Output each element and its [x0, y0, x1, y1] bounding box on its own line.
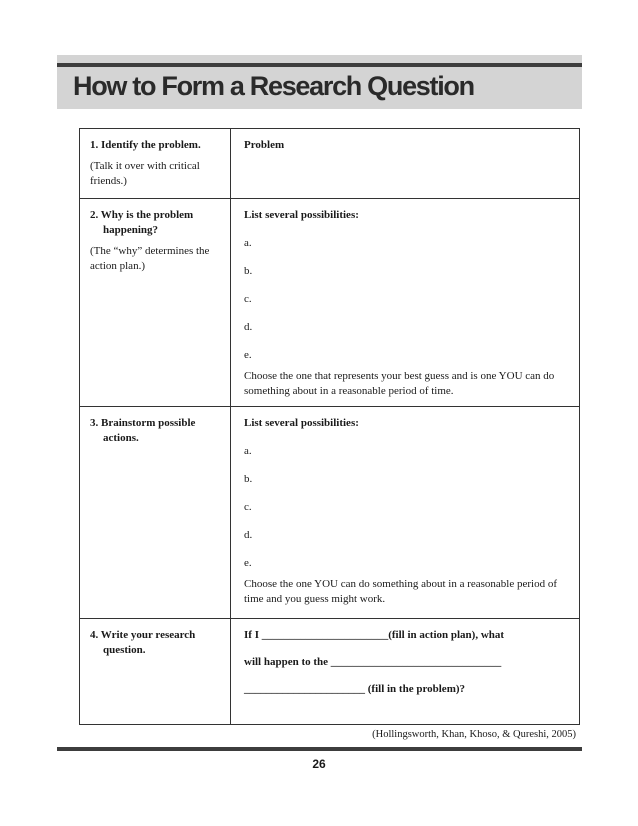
- list-item: a.: [244, 237, 252, 249]
- table-row-identify-problem: [80, 129, 579, 199]
- step-note: (The “why” determines the action plan.): [90, 245, 210, 272]
- step-cell: [80, 129, 231, 198]
- list-item: d.: [244, 529, 253, 541]
- step-heading-cont: question.: [103, 644, 146, 656]
- list-item: c.: [244, 293, 252, 305]
- table-row-brainstorm-actions: [80, 407, 579, 619]
- list-item: b.: [244, 473, 253, 485]
- response-heading: Problem: [244, 139, 285, 151]
- step-cell: [80, 199, 231, 406]
- response-cell: [231, 129, 579, 198]
- instruction-text: Choose the one YOU can do something about in a reasonable period of time and you guess might work.: [244, 578, 558, 605]
- instruction-text: Choose the one that represents your best guess and is one YOU can do something about in a reasonable period of time.: [244, 370, 555, 397]
- bottom-rule: [57, 747, 582, 751]
- question-line: If I _______________________(fill in action plan), what: [244, 629, 505, 641]
- list-item: e.: [244, 557, 252, 569]
- step-heading: 2. Why is the problem: [90, 209, 194, 221]
- page-number: 26: [312, 757, 326, 771]
- response-heading: List several possibilities:: [244, 417, 359, 429]
- list-item: a.: [244, 445, 252, 457]
- research-question-table: [79, 128, 580, 725]
- title-banner: [57, 55, 582, 109]
- table-row-why-problem: [80, 199, 579, 407]
- list-item: c.: [244, 501, 252, 513]
- step-heading: 1. Identify the problem.: [90, 139, 201, 151]
- question-line: ______________________ (fill in the problem)?: [244, 683, 466, 695]
- step-heading-cont: happening?: [103, 224, 159, 236]
- page-title: How to Form a Research Question: [73, 71, 474, 101]
- table-row-write-question: [80, 619, 579, 724]
- response-heading: List several possibilities:: [244, 209, 359, 221]
- step-cell: [80, 619, 231, 724]
- title-top-rule: [57, 63, 582, 67]
- response-cell: [231, 407, 579, 618]
- response-cell: [231, 199, 579, 406]
- step-note: (Talk it over with critical friends.): [90, 160, 200, 187]
- step-heading-cont: actions.: [103, 432, 139, 444]
- question-line: will happen to the _______________________________: [244, 656, 502, 668]
- citation: (Hollingsworth, Khan, Khoso, & Qureshi, 2005): [372, 729, 576, 740]
- list-item: d.: [244, 321, 253, 333]
- list-item: e.: [244, 349, 252, 361]
- response-cell: [231, 619, 579, 724]
- list-item: b.: [244, 265, 253, 277]
- step-heading: 3. Brainstorm possible: [90, 417, 196, 429]
- step-heading: 4. Write your research: [90, 629, 196, 641]
- step-cell: [80, 407, 231, 618]
